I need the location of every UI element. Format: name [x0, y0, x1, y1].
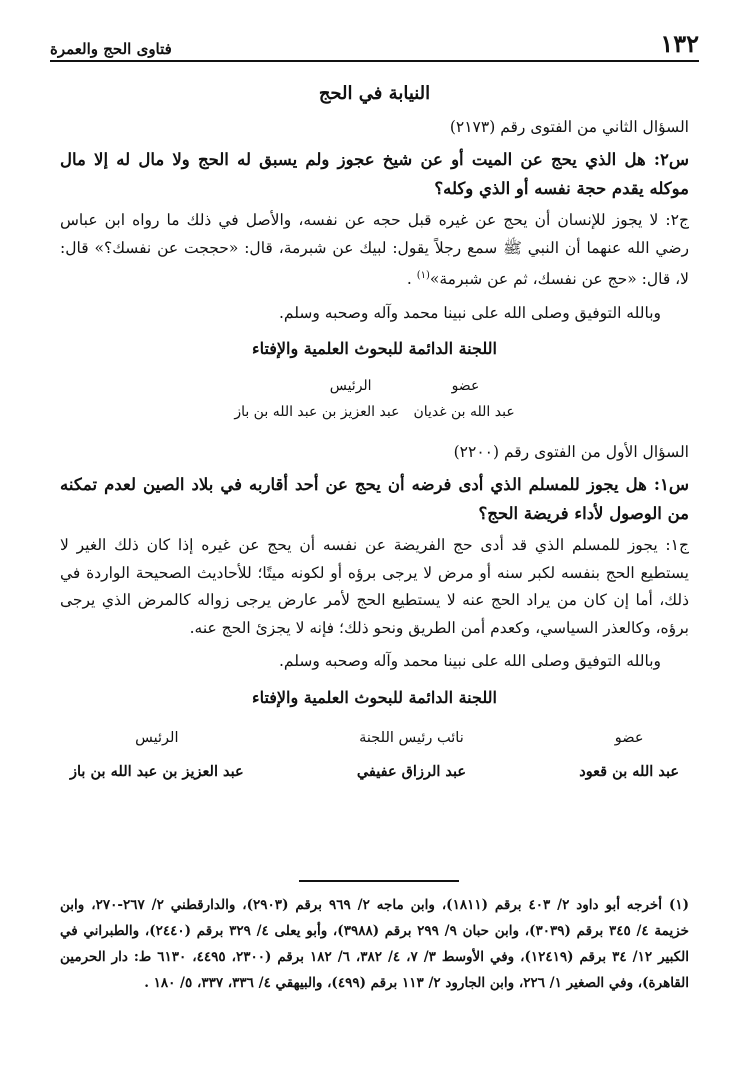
footnotes: [60, 892, 689, 996]
book-title: فتاوى الحج والعمرة: [50, 40, 172, 58]
footnote-marker[interactable]: (١): [416, 270, 430, 281]
signatory-name: عبد الله بن قعود: [579, 763, 679, 781]
question-text: س٢: هل الذي يحج عن الميت أو عن شيخ عجوز ولم يسبق له الحج ولا مال له إلا مال موكله يقدم حجة نفسه أو الذي وكله؟: [60, 150, 689, 198]
section-title: النيابة في الحج: [318, 83, 431, 104]
signatory-name: عبد العزيز بن عبد الله بن باز: [234, 403, 400, 420]
signatures-block: [70, 721, 679, 789]
fatwa-reference: السؤال الأول من الفتوى رقم (٢٢٠٠): [453, 442, 689, 461]
committee-name: اللجنة الدائمة للبحوث العلمية والإفتاء: [252, 687, 497, 707]
signatory-name: عبد الرزاق عفيفي: [356, 763, 467, 781]
question-text: س١: هل يجوز للمسلم الذي أدى فرضه أن يحج عن أحد أقاربه في بلاد الصين لعدم تمكنه من الوصول لأداء فريضة الحج؟: [60, 475, 689, 524]
signatory-title: عضو: [614, 730, 644, 747]
closing-formula: وبالله التوفيق وصلى الله على نبينا محمد وآله وصحبه وسلم.: [278, 652, 661, 671]
footnote-text: (١) أخرجه أبو داود ٢/ ٤٠٣ برقم (١٨١١)، وابن ماجه ٢/ ٩٦٩ برقم (٢٩٠٣)، والدارقطني ٢/ ٢٦٧-٢٧٠، وابن خزيمة ٤/ ٣٤٥ برقم (٣٠٣٩)، وابن حبان ٩/ ٢٩٩ برقم (٣٩٨٨)، وأبو يعلى ٤/ ٣٢٩ برقم (٢٤٤٠)، والطبراني في الكبير ١٢/ ٣٤ برقم (١٢٤١٩)، وفي الأوسط ٣/ ٧، ٤/ ٣٨٢، ٦/ ١٨٢ برقم (٢٣٠٠، ٤٤٩٥، ٦١٣٠ ط: دار الحرمين القاهرة)، وفي الصغير ١/ ٢٢٦، وابن الجارود ٢/ ١١٣ برقم (٤٩٩)، والبيهقي ٤/ ٣٣٦، ٣٣٧، ٥/ ١٨٠ .: [60, 897, 689, 991]
signatory-title: الرئيس: [329, 377, 372, 394]
signatory-title: عضو: [451, 377, 480, 394]
signatory: [70, 721, 244, 789]
signatures-block: [60, 373, 689, 425]
signatory-title: نائب رئيس اللجنة: [359, 730, 464, 747]
closing-formula: وبالله التوفيق وصلى الله على نبينا محمد وآله وصحبه وسلم.: [278, 303, 661, 322]
signatory: [357, 721, 466, 789]
answer-text: [60, 207, 689, 294]
page-header: [50, 28, 699, 62]
footnote-separator: [299, 880, 459, 882]
signatory: [579, 721, 679, 789]
answer-text: ج١: يجوز للمسلم الذي قد أدى حج الفريضة عن نفسه أن يحج عن غيره إذا كان ذلك الغير لا يستطيع الحج بنفسه لكبر سنه أو مرض لا يرجى برؤه أو لكونه ميتًا؛ للأحاديث الصحيحة الواردة في ذلك، أما إن كان من يراد الحج عنه لا يستطيع الحج لأمر عارض يرجى زواله كالمرض الذي يرجى برؤه، وكالعذر السياسي، وكعدم أمن الطريق ونحو ذلك؛ فإنه لا يجزئ الحج عنه.: [60, 536, 689, 637]
answer-end: .: [406, 270, 417, 289]
signatory-name: عبد العزيز بن عبد الله بن باز: [70, 763, 244, 781]
signatory-name: عبد الله بن غديان: [413, 403, 515, 420]
answer-body: ج٢: لا يجوز للإنسان أن يحج عن غيره قبل حجه عن نفسه، والأصل في ذلك ما رواه ابن عباس رضي الله عنهما أن النبي ﷺ سمع رجلاً يقول: لبيك عن شبرمة، قال: «حججت عن نفسك؟» قال: لا، قال: «حج عن نفسك، ثم عن شبرمة»: [60, 211, 689, 289]
signatory-title: الرئيس: [135, 730, 179, 747]
page-number: ١٣٢: [660, 29, 699, 58]
page-content: [60, 80, 689, 789]
committee-name: اللجنة الدائمة للبحوث العلمية والإفتاء: [252, 339, 497, 359]
fatwa-reference: السؤال الثاني من الفتوى رقم (٢١٧٣): [449, 117, 689, 136]
